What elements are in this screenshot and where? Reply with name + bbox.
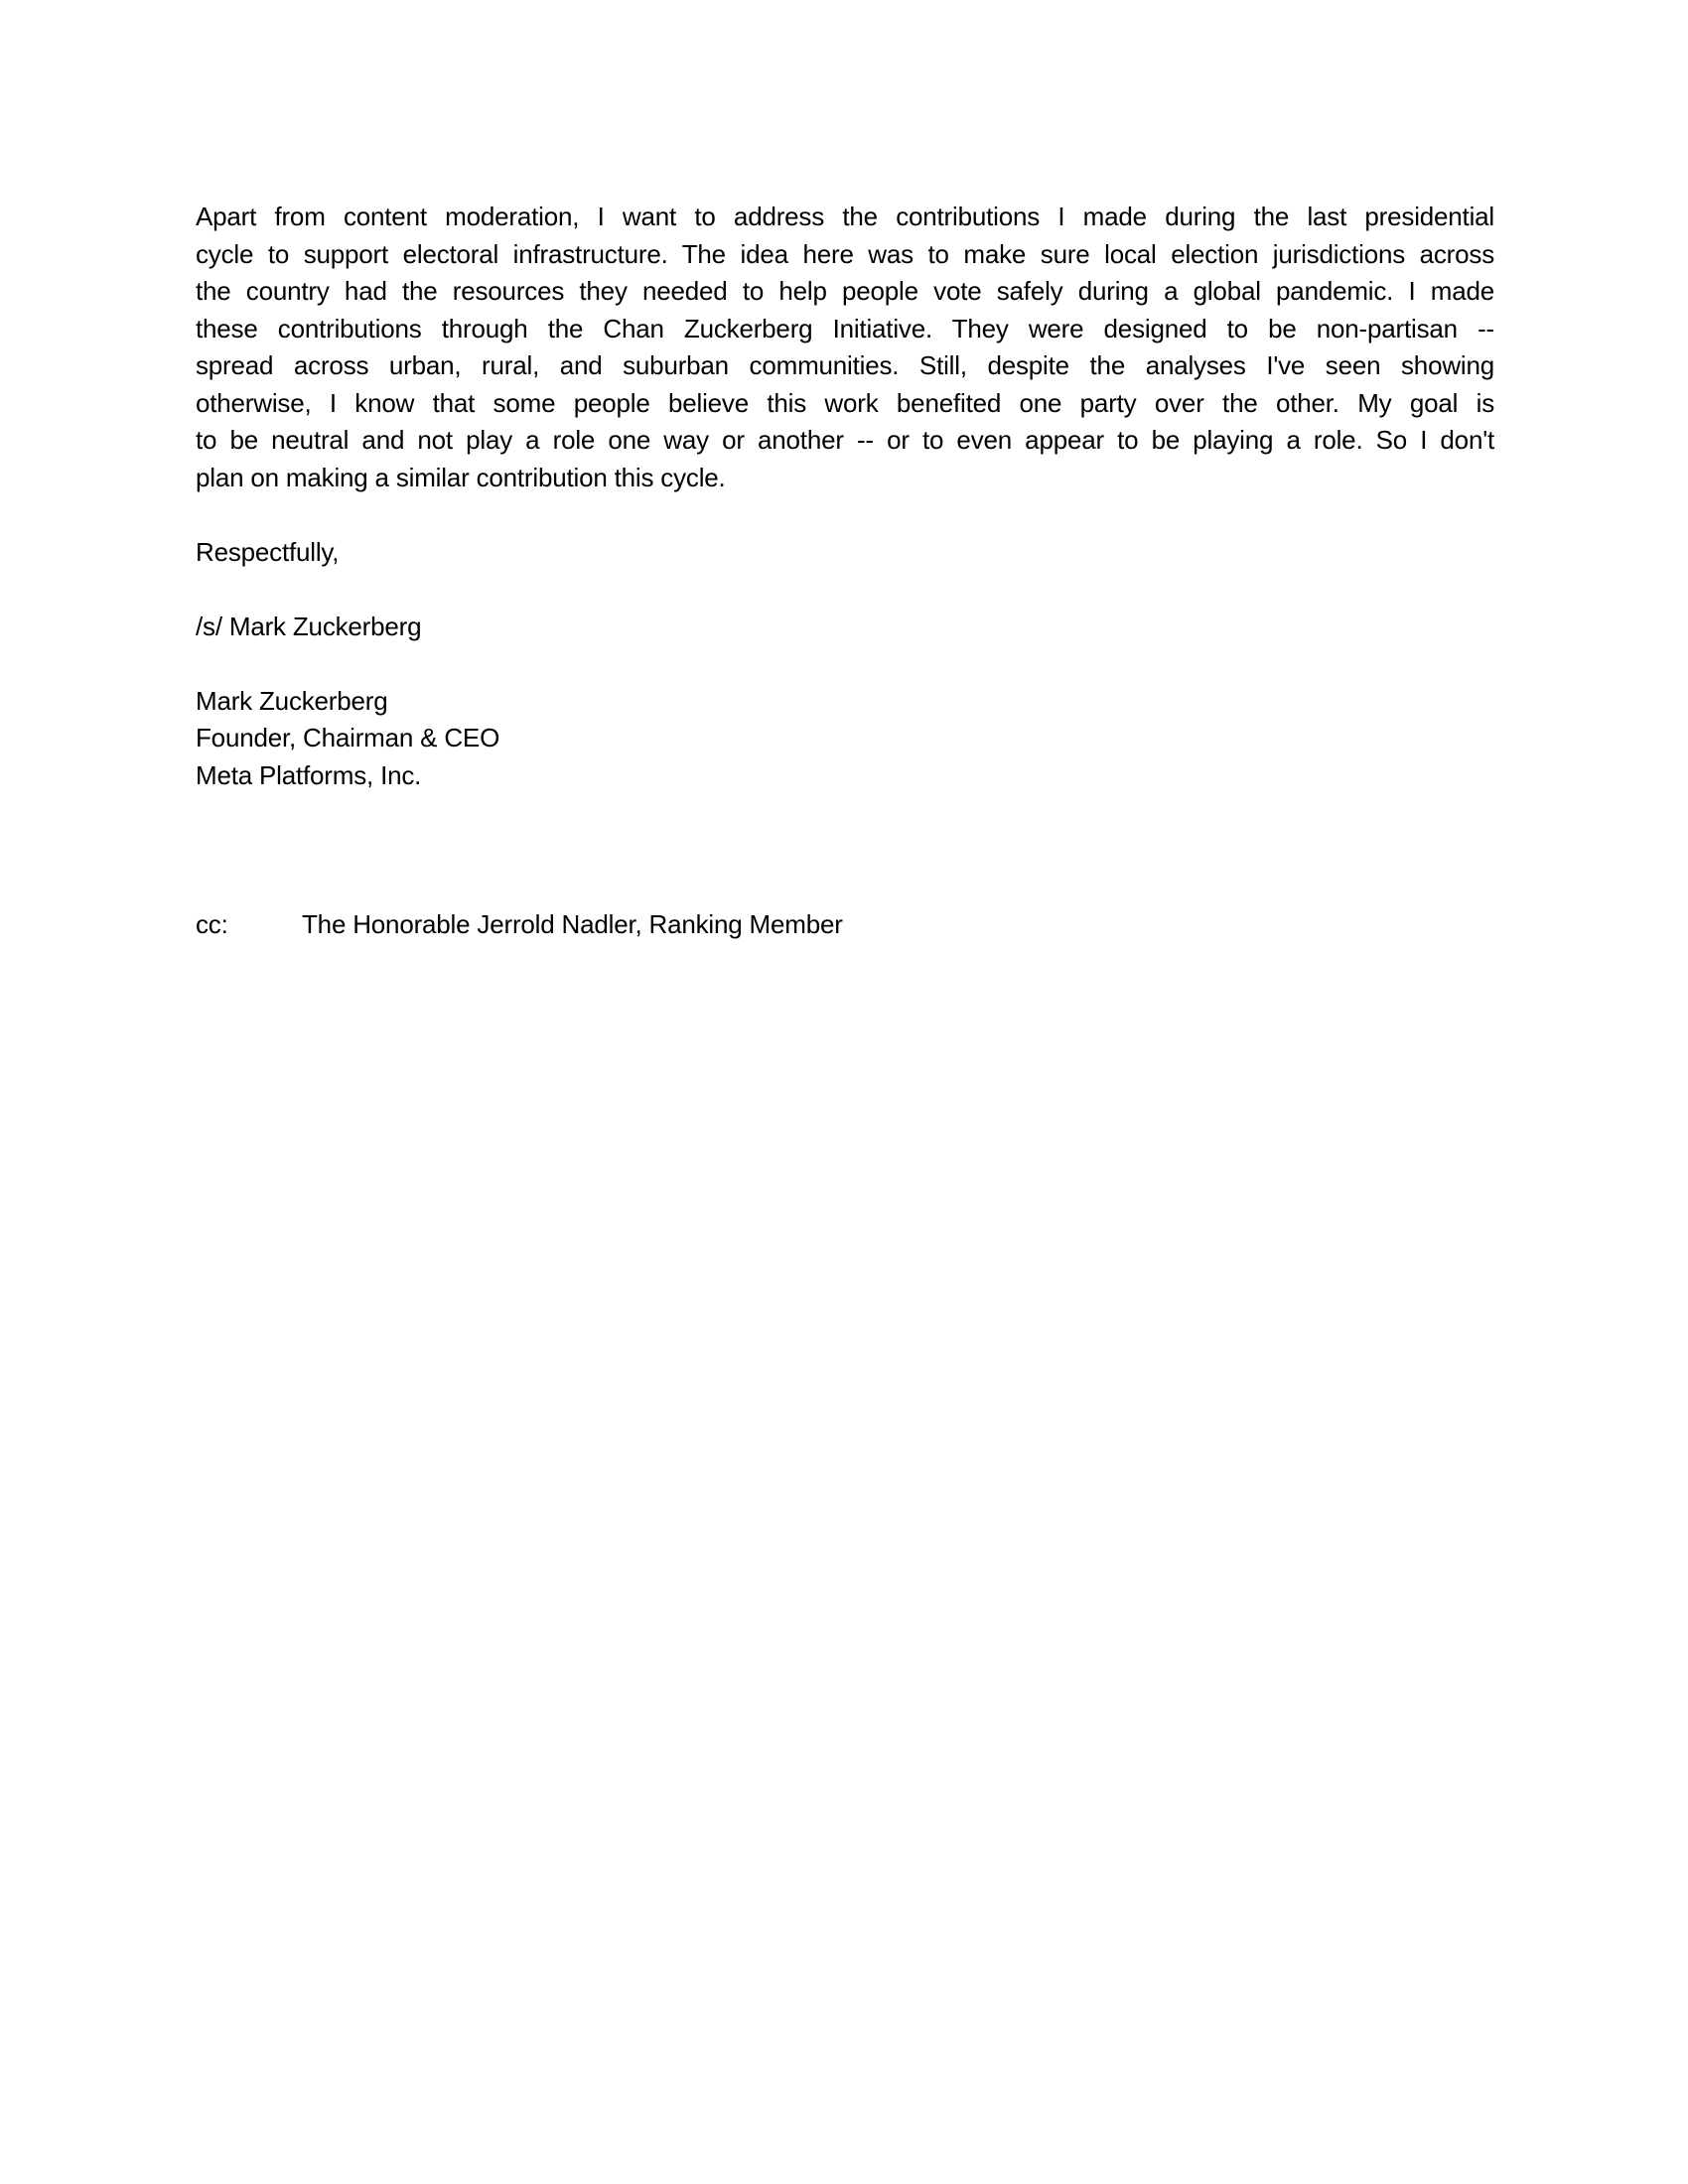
cc-row — [196, 906, 1494, 944]
spacer — [196, 645, 1494, 683]
spacer — [196, 832, 1494, 870]
body-line: these contributions through the Chan Zuckerberg Initiative. They were designed to be non-partisan -- — [196, 313, 1494, 343]
body-line: otherwise, I know that some people believe this work benefited one party over the other. My goal is — [196, 387, 1494, 418]
signature-line: /s/ Mark Zuckerberg — [196, 611, 422, 641]
cc-label: cc: — [196, 908, 228, 939]
body-paragraph — [196, 199, 1494, 496]
signer-title: Founder, Chairman & CEO — [196, 723, 500, 752]
body-line: spread across urban, rural, and suburban communities. Still, despite the analyses I've seen showing — [196, 350, 1494, 380]
body-line: plan on making a similar contribution this cycle. — [196, 462, 726, 492]
letter-content — [196, 199, 1494, 943]
signer-company: Meta Platforms, Inc. — [196, 759, 422, 790]
closing-line: Respectfully, — [196, 536, 340, 567]
spacer — [196, 571, 1494, 609]
body-line: Apart from content moderation, I want to address the contributions I made during the last presidential — [196, 202, 1494, 231]
spacer — [196, 496, 1494, 534]
body-line: the country had the resources they needed to help people vote safely during a global pandemic. I made — [196, 276, 1494, 306]
body-line: cycle to support electoral infrastructure. The idea here was to make sure local election jurisdictions across — [196, 238, 1494, 269]
spacer — [196, 794, 1494, 832]
signer-name: Mark Zuckerberg — [196, 685, 388, 716]
spacer — [196, 869, 1494, 906]
signature-block — [196, 683, 1494, 795]
cc-value: The Honorable Jerrold Nadler, Ranking Member — [302, 908, 843, 939]
body-line: to be neutral and not play a role one way or another -- or to even appear to be playing a role. So I don't — [196, 425, 1494, 455]
